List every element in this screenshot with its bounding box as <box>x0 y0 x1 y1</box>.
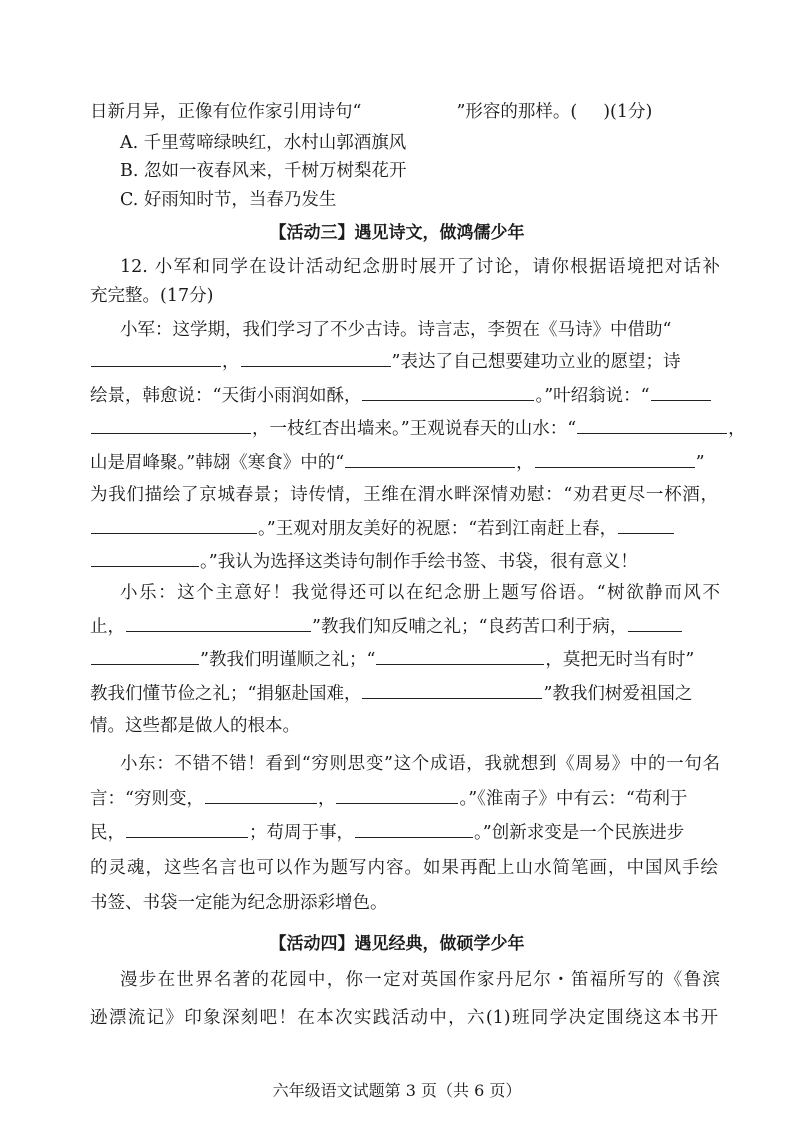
answer-blank[interactable] <box>651 383 711 401</box>
answer-blank[interactable] <box>91 416 251 434</box>
option-c: C. 好雨知时节，当春乃发生 <box>120 190 337 210</box>
xiaojun-line-6: 为我们描绘了京城春景；诗传情，王维在渭水畔深情劝慰：“劝君更尽一杯酒， <box>90 485 718 505</box>
xiaole-line-4: 教我们懂节俭之礼；“捐躯赴国难， ”教我们树爱祖国之 <box>90 681 722 706</box>
answer-blank[interactable] <box>91 349 221 367</box>
answer-blank[interactable] <box>362 383 534 401</box>
q12-stem-1: 12. 小军和同学在设计活动纪念册时展开了讨论，请你根据语境把对话补 <box>120 257 720 277</box>
option-a: A. 千里莺啼绿映红，水村山郭酒旗风 <box>120 133 407 153</box>
answer-blank[interactable] <box>362 681 542 699</box>
q11-stem: 日新月异，正像有位作家引用诗句“ ”形容的那样。( )(1分) <box>90 102 653 122</box>
xiaodong-line-3: 民， ；苟周于事， 。”创新求变是一个民族进步 <box>90 820 722 845</box>
xiaole-line-5: 情。这些都是做人的根本。 <box>90 716 300 736</box>
activity4-line-1: 漫步在世界名著的花园中，你一定对英国作家丹尼尔・笛福所写的《鲁滨 <box>120 970 720 990</box>
answer-blank[interactable] <box>535 450 695 468</box>
answer-blank[interactable] <box>577 416 727 434</box>
answer-blank[interactable] <box>91 549 199 567</box>
page-footer: 六年级语文试题第 3 页（共 6 页） <box>272 1081 522 1100</box>
activity3-heading: 【活动三】遇见诗文，做鸿儒少年 <box>269 223 525 243</box>
activity4-line-2: 逊漂流记》印象深刻吧！在本次实践活动中，六(1)班同学决定围绕这本书开 <box>90 1008 718 1028</box>
xiaojun-line-3: 绘景，韩愈说：“天街小雨润如酥， 。”叶绍翁说：“ <box>90 383 722 408</box>
xiaojun-line-8: 。”我认为选择这类诗句制作手绘书签、书袋，很有意义！ <box>90 549 722 574</box>
xiaole-line-3: ”教我们明谨顺之礼；“ ，莫把无时当有时” <box>90 647 722 672</box>
answer-blank[interactable] <box>376 647 544 665</box>
q12-stem-2: 充完整。(17分) <box>90 286 214 306</box>
xiaojun-line-2: ， ”表达了自己想要建功立业的愿望；诗 <box>90 349 722 374</box>
xiaojun-line-7: 。”王观对朋友美好的祝愿：“若到江南赶上春， <box>90 516 722 541</box>
xiaodong-line-5: 书签、书袋一定能为纪念册添彩增色。 <box>90 893 388 913</box>
xiaole-line-2: 止， ”教我们知反哺之礼；“良药苦口利于病， <box>90 614 722 639</box>
xiaodong-line-2: 言：“穷则变， ， 。”《淮南子》中有云：“苟利于 <box>90 786 722 811</box>
answer-blank[interactable] <box>355 820 473 838</box>
answer-blank[interactable] <box>126 820 248 838</box>
xiaole-line-1: 小乐：这个主意好！我觉得还可以在纪念册上题写俗语。“树欲静而风不 <box>120 583 720 603</box>
answer-blank[interactable] <box>628 614 682 632</box>
answer-blank[interactable] <box>345 450 515 468</box>
answer-blank[interactable] <box>618 516 674 534</box>
answer-blank[interactable] <box>205 786 317 804</box>
xiaojun-line-4: ，一枝红杏出墙来。”王观说春天的山水：“ ， <box>90 416 722 441</box>
answer-blank[interactable] <box>336 786 458 804</box>
answer-blank[interactable] <box>91 647 199 665</box>
option-b: B. 忽如一夜春风来，千树万树梨花开 <box>120 161 407 181</box>
xiaojun-line-5: 山是眉峰聚。”韩翃《寒食》中的“ ， ” <box>90 450 722 475</box>
answer-blank[interactable] <box>241 349 391 367</box>
answer-blank[interactable] <box>126 614 311 632</box>
answer-blank[interactable] <box>91 516 257 534</box>
xiaojun-line-1: 小军：这学期，我们学习了不少古诗。诗言志，李贺在《马诗》中借助“ <box>120 320 672 340</box>
xiaodong-line-4: 的灵魂，这些名言也可以作为题写内容。如果再配上山水简笔画，中国风手绘 <box>90 858 718 878</box>
activity4-heading: 【活动四】遇见经典，做硕学少年 <box>269 934 525 954</box>
xiaodong-line-1: 小东：不错不错！看到“穷则思变”这个成语，我就想到《周易》中的一句名 <box>120 754 720 774</box>
